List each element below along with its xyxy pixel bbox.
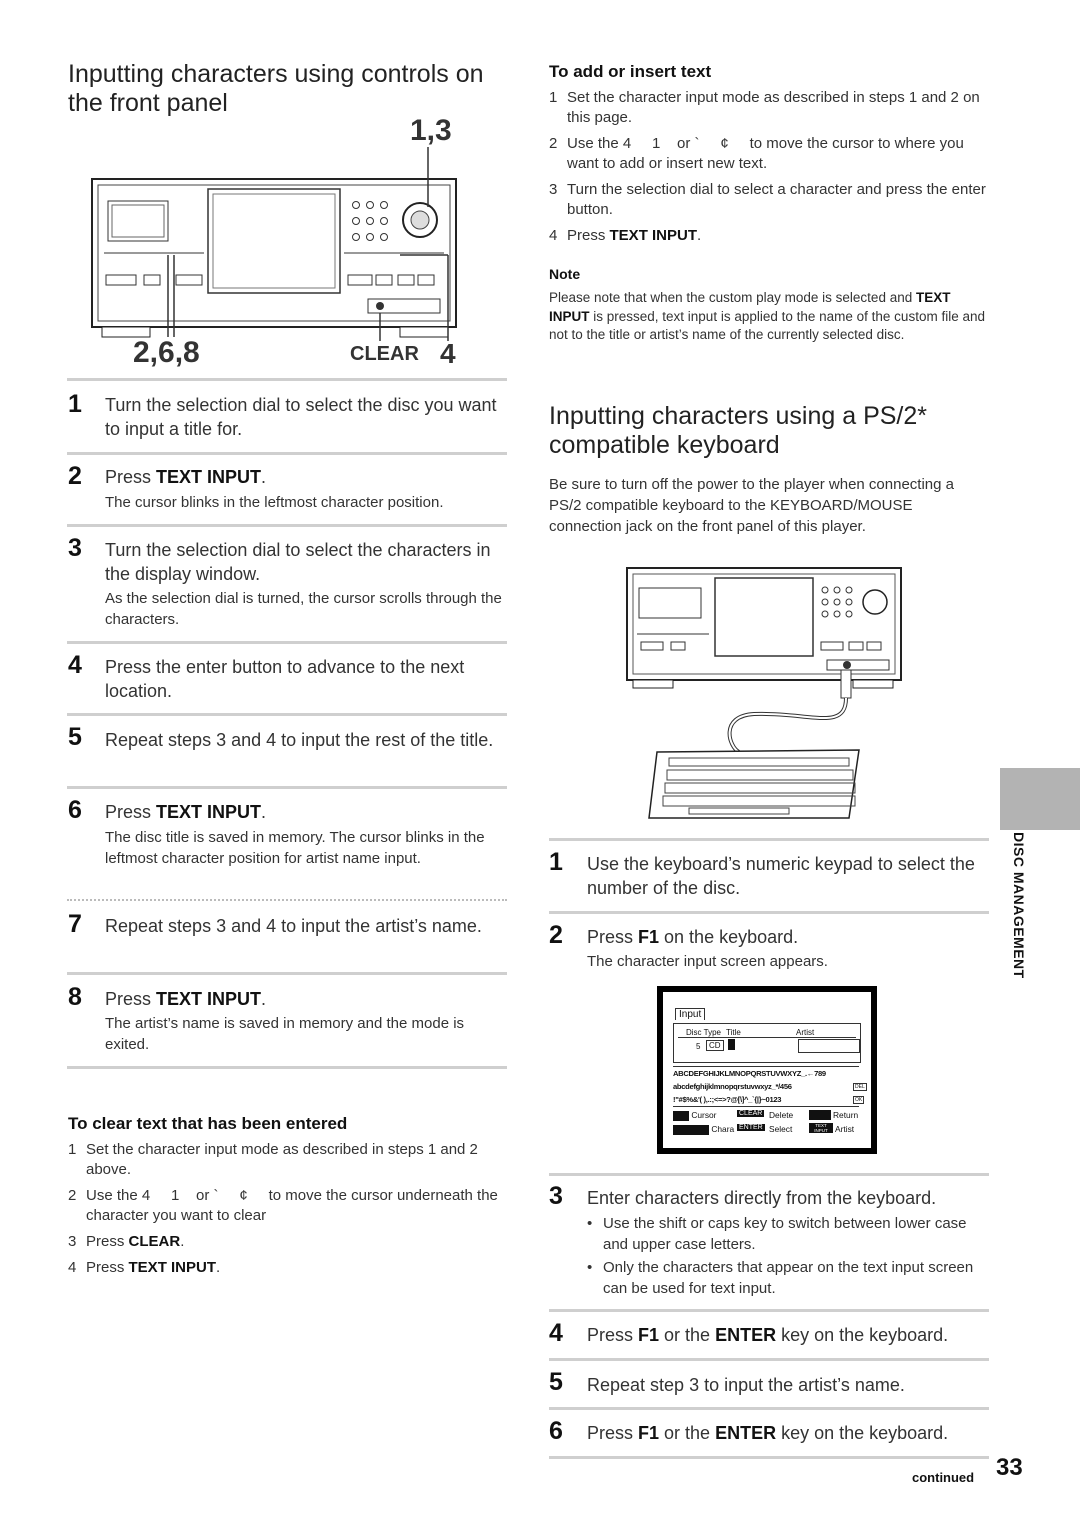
divider [67,899,507,903]
divider [67,786,507,789]
step-text: Press TEXT INPUT. [105,989,267,1009]
col-artist: Artist [796,1028,815,1037]
divider [549,911,989,914]
text-cursor [728,1039,735,1050]
step-number: 6 [68,796,82,824]
divider [67,378,507,381]
step-text: Press the enter button to advance to the next location. [105,657,465,701]
list-item: 4 Press TEXT INPUT. [549,227,702,244]
step-text: Press F1 or the ENTER key on the keyboard. [587,1325,949,1345]
legend-select: Select [769,1124,793,1134]
input-screen [657,986,877,1154]
step-text: Press TEXT INPUT. [105,802,267,822]
step-number: 2 [549,921,563,949]
list-item: 1 Set the character input mode as described in steps 1 and 2 on this page. [549,89,980,126]
input-screen-body [663,992,871,1148]
legend-enter-key: ENTER [739,1124,763,1131]
list-item: 3 Press CLEAR. [68,1233,185,1250]
step-number: 4 [68,651,82,679]
step-sub: The artist’s name is saved in memory and the mode is exited. [105,1015,465,1053]
list-item: 3 Turn the selection dial to select a character and press the enter button. [549,181,986,218]
legend-return: Return [833,1110,859,1120]
keyboard-title: Inputting characters using a PS/2* compatible keyboard [549,402,928,459]
step-text: Press TEXT INPUT. [105,467,267,487]
step-number: 5 [549,1368,563,1396]
bullet-item: • Use the shift or caps key to switch between lower case and upper case letters. [587,1215,967,1253]
legend-artist: Artist [835,1124,855,1134]
step-text: Use the keyboard’s numeric keypad to select the number of the disc. [587,854,975,898]
key-legend [673,1110,863,1140]
step-number: 3 [549,1182,563,1210]
add-list [549,88,989,252]
clear-heading: To clear text that has been entered [68,1114,348,1133]
step-number: 7 [68,910,82,938]
keyboard-intro: Be sure to turn off the power to the player when connecting a PS/2 compatible keyboard to the KEYBOARD/MOUSE connection jack on the front panel of this player. [549,476,954,535]
disc-type: CD [706,1040,724,1051]
input-tab: Input [675,1008,705,1020]
input-table [673,1023,861,1063]
list-item: 2 Use the 4 1 or ` ¢ to move the cursor to where you want to add or insert new text. [549,135,969,172]
divider [67,713,507,716]
list-item: 2 Use the 4 1 or ` ¢ to move the cursor underneath the character you want to clear [68,1187,503,1224]
callout-4: 4 [440,338,456,369]
step-text: Enter characters directly from the keyboard. [587,1188,937,1208]
step-sub: The character input screen appears. [587,953,828,970]
divider [549,1456,989,1459]
keyboard-illustration [549,562,989,824]
bullet-list [587,1213,982,1301]
clear-list [68,1140,503,1284]
cursor-arrows-icon [673,1111,689,1121]
step-text: Press F1 or the ENTER key on the keyboard. [587,1423,949,1443]
col-disc-type: Disc Type [686,1028,721,1037]
step-text: Turn the selection dial to select the disc you want to input a title for. [105,395,497,439]
step-number: 8 [68,983,82,1011]
char-row-symbols: !"#$%&'( ),.:;<=>?@[\]^_`{|}~0123 [673,1095,782,1104]
step-sub: As the selection dial is turned, the cursor scrolls through the characters. [105,590,502,628]
step-text: Repeat steps 3 and 4 to input the artist’s name. [105,916,482,936]
continued-label: continued [912,1470,975,1485]
note-text: Please note that when the custom play mode is selected and TEXT INPUT is pressed, text input is applied to the name of the custom file and not to the title or artist’s name of the currently selected disc. [549,290,985,342]
legend-delete: Delete [769,1110,794,1120]
divider [67,972,507,975]
disc-number: 5 [696,1042,701,1051]
chara-arrows-icon [673,1125,709,1135]
step-number: 2 [68,462,82,490]
step-number: 5 [68,723,82,751]
section-tab [1000,768,1080,830]
step-text: Repeat step 3 to input the artist’s name. [587,1375,905,1395]
step-number: 3 [68,534,82,562]
divider [67,524,507,527]
step-number: 6 [549,1417,563,1445]
section-label: DISC MANAGEMENT [1011,832,1027,979]
divider [549,1358,989,1361]
list-item: 1 Set the character input mode as described in steps 1 and 2 above. [68,1141,478,1178]
divider [549,838,989,841]
divider [549,1173,989,1176]
player-keyboard-drawing [549,562,989,824]
divider [549,1309,989,1312]
legend-chara: Chara [711,1124,735,1134]
divider [67,641,507,644]
step-number: 1 [549,848,563,876]
divider [67,1066,507,1069]
step-text: Turn the selection dial to select the characters in the display window. [105,540,491,584]
page-number: 33 [996,1454,1023,1481]
col-title: Title [726,1028,741,1037]
legend-cursor: Cursor [691,1110,717,1120]
legend-text-input-key: TEXT INPUT [809,1123,833,1133]
del-key: DEL [855,1084,865,1090]
add-heading: To add or insert text [549,62,712,81]
divider [67,452,507,455]
ok-key: OK [855,1097,863,1103]
bullet-item: • Only the characters that appear on the text input screen can be used for text input. [587,1259,974,1297]
return-icon [809,1110,831,1120]
step-sub: The disc title is saved in memory. The cursor blinks in the leftmost character position for artist name input. [105,829,485,867]
note-heading: Note [549,266,581,282]
legend-clear-key: CLEAR [739,1110,763,1117]
callout-1-3: 1,3 [410,114,452,147]
callout-clear: CLEAR [350,343,419,365]
step-number: 4 [549,1319,563,1347]
char-row-lower: abcdefghijklmnopqrstuvwxyz_*/456 [673,1082,792,1091]
step-number: 1 [68,390,82,418]
callout-2-6-8: 2,6,8 [133,336,200,369]
char-row-upper: ABCDEFGHIJKLMNOPQRSTUVWXYZ_.←789 [673,1069,826,1078]
divider [549,1407,989,1410]
step-text: Repeat steps 3 and 4 to input the rest of the title. [105,730,494,750]
step-sub: The cursor blinks in the leftmost character position. [105,494,444,511]
list-item: 4 Press TEXT INPUT. [68,1259,221,1276]
step-text: Press F1 on the keyboard. [587,927,799,947]
left-title: Inputting characters using controls on the front panel [68,60,484,117]
